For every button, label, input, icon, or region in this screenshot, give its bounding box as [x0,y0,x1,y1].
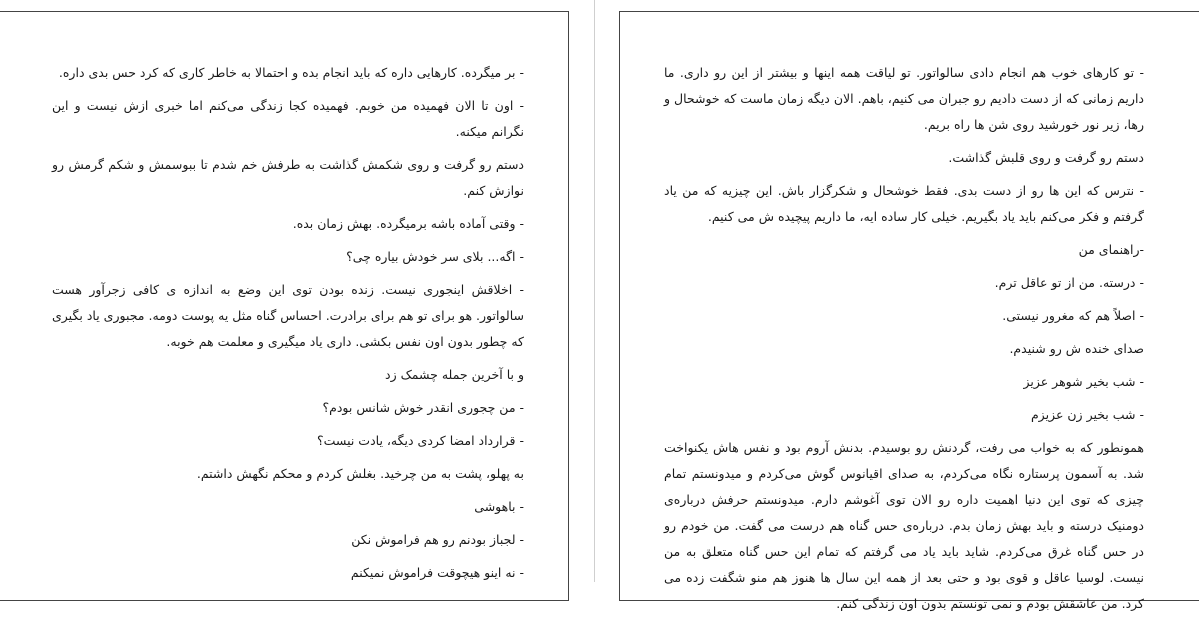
paragraph: - قرارداد امضا کردی دیگه، یادت نیست؟ [317,433,524,448]
paragraph: همونطور که به خواب می رفت، گردنش رو بوسیدم. بدنش آروم بود و نفس هاش یکنواخت شد. به آسمون پرستاره نگاه می‌کردم، به صدای اقیانوس گوش می‌کردم و میدونستم تمام چیزی که توی این دنیا اهمیت داره رو الان توی آغوشم دارم. میدونستم حرفش درباره‌ی دومنیک درسته و باید بهش زمان بدم. درباره‌ی حس گناه هم درست می گفت. من خودم رو در حس گناه غرق می‌کردم. شاید باید یاد می گرفتم که تمام این حس گناه متعلق به من نیست. لوسیا عاقل و قوی بود و حتی بعد از همه این سال ها هنوز هم منو شگفت زده می کرد. من عاشقش بودم و نمی تونستم بدون اون زندگی کنم. [664,440,1144,611]
paragraph: دستم رو گرفت و روی شکمش گذاشت به طرفش خم شدم تا ببوسمش و شکم گرمش رو نوازش کنم. [52,157,524,198]
page-left-text [52,60,524,593]
paragraph: به پهلو، پشت به من چرخید. بغلش کردم و محکم نگهش داشتم. [196,466,524,481]
paragraph: دستم رو گرفت و روی قلبش گذاشت. [948,150,1144,165]
paragraph: - درسته. من از تو عاقل ترم. [994,275,1144,290]
paragraph: - بر میگرده. کارهایی داره که باید انجام بده و احتمالا به خاطر کاری که کرد حس بدی داره. [58,65,524,80]
page-left [0,11,569,601]
paragraph: - اخلاقش اینجوری نیست. زنده بودن توی این وضع به اندازه ی کافی زجرآور هست سالواتور. هو برای تو هم برای برادرت. احساس گناه مثل یه پوست دومه. مجبوری یاد بگیری که چطور بدون اون نفس بکشی. داری یاد میگیری و معلمت هم خوبه. [52,282,524,349]
paragraph: - نترس که این ها رو از دست بدی. فقط خوشحال و شکرگزار باش. این چیزیه که من یاد گرفتم و فکر می‌کنم باید یاد بگیریم. خیلی کار ساده ایه، ما داریم پیچیده ش می کنیم. [664,183,1144,224]
paragraph: - اون تا الان فهمیده من خوبم. فهمیده کجا زندگی می‌کنم اما خبری ازش نیست و این نگرانم میکنه. [52,98,524,139]
page-right [619,11,1199,611]
paragraph: - وقتی آماده باشه برمیگرده. بهش زمان بده. [292,216,524,231]
paragraph: - شب بخیر شوهر عزیز [1023,374,1144,389]
page-right-text [664,60,1144,624]
paragraph: - تو کارهای خوب هم انجام دادی سالواتور. تو لیاقت همه اینها و بیشتر از این رو داری. ما داریم زمانی که از دست دادیم رو جبران می کنیم، باهم. الان دیگه زمان ماست که خوشحال و رها، زیر نور خورشید روی شن ها راه بریم. [664,65,1144,132]
paragraph: - نه اینو هیچوقت فراموش نمیکنم [350,565,524,580]
paragraph: - اگه... بلای سر خودش بیاره چی؟ [346,249,524,264]
paragraph: صدای خنده ش رو شنیدم. [1009,341,1144,356]
paragraph: -راهنمای من [1078,242,1144,257]
paragraph: - اصلاً هم که مغرور نیستی. [1002,308,1144,323]
paragraph: - لجباز بودنم رو هم فراموش نکن [351,532,524,547]
page-divider [594,0,595,582]
paragraph: - شب بخیر زن عزیزم [1030,407,1144,422]
paragraph: و با آخرین جمله چشمک زد [385,367,524,382]
paragraph: - من چجوری انقدر خوش شانس بودم؟ [322,400,524,415]
paragraph: - باهوشی [474,499,524,514]
